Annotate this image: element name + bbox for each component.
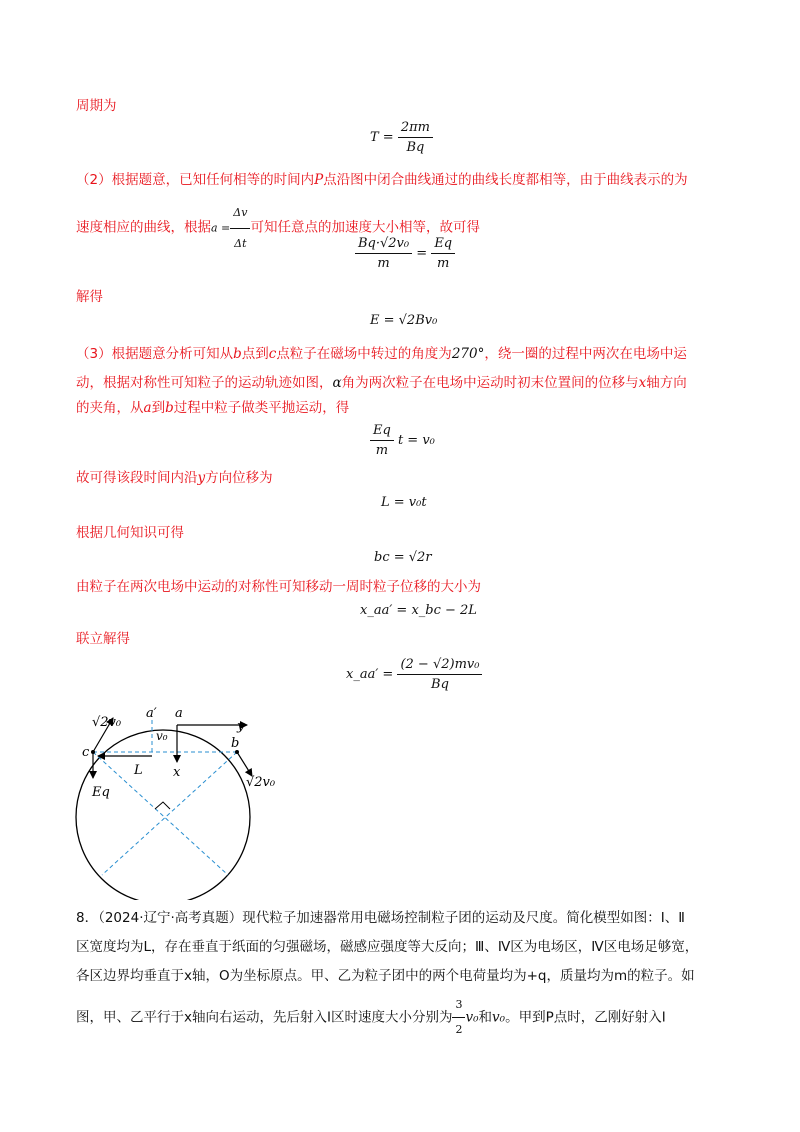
part3-line3-c: 过程中粒子做类平抛运动，得: [173, 400, 350, 416]
equation-final: [346, 657, 482, 692]
label-l: L: [134, 763, 143, 778]
point-c: [91, 750, 95, 754]
eq2-left-numerator: Bq·√2v₀: [355, 236, 412, 254]
final-denominator: Bq: [431, 677, 449, 692]
label-y: y: [237, 719, 245, 734]
part3-angle: 270°: [451, 346, 485, 362]
period-fraction-numerator: 2πm: [398, 120, 433, 138]
part3-line1: [76, 344, 687, 364]
eq2-right-numerator: Eq: [431, 236, 455, 254]
accel-numerator: Δv: [230, 200, 250, 229]
part3-line3-b: 到: [151, 400, 166, 416]
part3-line3-a: 的夹角，从: [76, 400, 144, 416]
equation-2: [355, 236, 455, 271]
equation-l: L = v₀t: [381, 495, 427, 510]
displacement-text: [76, 468, 273, 488]
problem8-line3: 各区边界均垂直于x轴，O为坐标原点。甲、乙为粒子团中的两个电荷量均为+q，质量均为m的粒子。如: [76, 968, 695, 984]
disp-text-a: 故可得该段时间内沿: [76, 470, 198, 486]
eq3-denominator: m: [375, 443, 389, 458]
label-x: x: [173, 765, 181, 780]
part3-line2-c: 轴方向: [646, 375, 687, 391]
eq2-equals: =: [416, 246, 428, 261]
label-v0: v₀: [156, 729, 168, 743]
problem8-line4-c: 。甲到P点时，乙刚好射入Ⅰ: [505, 1009, 666, 1026]
part3-var-b: b: [233, 346, 242, 362]
equation-x1: x_aa′ = x_bc − 2L: [360, 603, 477, 618]
period-fraction-denominator: Bq: [406, 140, 425, 155]
part3-var-x: x: [638, 375, 647, 391]
period-fraction: [398, 120, 433, 155]
speed-fraction: [452, 995, 465, 1040]
period-equation: [370, 120, 433, 155]
part2-text-a: （2）根据题意，已知任何相等的时间内: [76, 172, 315, 188]
part3-var-alpha: α: [332, 375, 342, 391]
label-a-prime: a′: [146, 706, 157, 721]
part3-line1-b: 点到: [241, 346, 269, 362]
eq2-left-denominator: m: [377, 256, 390, 271]
part3-line1-d: ，绕一圈的过程中两次在电场中运: [484, 346, 687, 362]
problem8-line4-a: 图，甲、乙平行于x轴向右运动，先后射入Ⅰ区时速度大小分别为: [76, 1009, 453, 1026]
part3-line1-a: （3）根据题意分析可知从: [76, 346, 234, 362]
speed-v0-a: v₀: [465, 1009, 479, 1026]
accel-formula: [211, 200, 250, 257]
part2-line2-a: 速度相应的曲线，根据: [76, 219, 211, 236]
part2-line1: [76, 170, 688, 190]
final-numerator: (2 − √2)mv₀: [397, 657, 482, 675]
part3-line1-c: 点粒子在磁场中转过的角度为: [276, 346, 452, 362]
eq2-left-fraction: [355, 236, 412, 271]
part3-line2: [76, 373, 687, 393]
eq2-right-denominator: m: [437, 256, 450, 271]
geometry-text: 根据几何知识可得: [76, 525, 184, 541]
speed-fraction-numerator: 3: [452, 995, 465, 1018]
eq2-right-fraction: [431, 236, 455, 271]
problem8-line2: 区宽度均为L，存在垂直于纸面的匀强磁场，磁感应强度等大反向；Ⅲ、Ⅳ区为电场区，Ⅳ区电场足够宽，: [76, 939, 699, 955]
joint-solve-text: 联立解得: [76, 631, 130, 647]
equation-e: E = √2Bv₀: [370, 313, 438, 328]
part3-var-a: a: [143, 400, 152, 416]
problem8-line4: [76, 995, 666, 1040]
eq3-fraction: [370, 423, 394, 458]
label-c: c: [82, 745, 90, 760]
trajectory-diagram: [60, 700, 310, 900]
part3-line2-b: 角为两次粒子在电场中运动时初末位置间的位移与: [341, 375, 639, 391]
velocity-arrow-b: [237, 752, 252, 776]
label-eq: Eq: [92, 785, 110, 800]
part3-var-b2: b: [165, 400, 174, 416]
label-b: b: [231, 736, 240, 751]
label-v-sqrt2-left: √2v₀: [92, 715, 122, 730]
problem8-line1: 8．（2024·辽宁·高考真题）现代粒子加速器常用电磁场控制粒子团的运动及尺度。简化模型如图：Ⅰ、Ⅱ: [76, 910, 685, 926]
part2-var-p: P: [314, 172, 324, 188]
part3-var-c: c: [268, 346, 277, 362]
part3-line3: [76, 398, 349, 418]
accel-denominator: Δt: [234, 237, 247, 250]
problem8-line4-b: 和: [478, 1009, 493, 1026]
speed-fraction-denominator: 2: [455, 1023, 463, 1036]
disp-text-b: 方向位移为: [205, 470, 273, 486]
eq3-rest: t = v₀: [397, 433, 435, 448]
period-eq-lhs: T =: [370, 130, 394, 145]
symmetry-text: 由粒子在两次电场中运动的对称性可知移动一周时粒子位移的大小为: [76, 579, 481, 595]
label-v-sqrt2-right: √2v₀: [246, 775, 276, 790]
equation-3: [370, 423, 435, 458]
accel-lhs: a =: [211, 221, 231, 235]
diagonal-1: [93, 752, 228, 875]
label-a: a: [175, 706, 183, 721]
final-eq-lhs: x_aa′ =: [346, 667, 394, 682]
part2-line2-b: 可知任意点的加速度大小相等，故可得: [250, 219, 480, 236]
diagonal-2: [102, 752, 237, 875]
eq3-numerator: Eq: [370, 423, 394, 441]
right-angle-mark: [155, 802, 170, 809]
solve-label-1: 解得: [76, 289, 103, 305]
part3-line2-a: 动，根据对称性可知粒子的运动轨迹如图，: [76, 375, 333, 391]
disp-var-y: y: [197, 470, 206, 486]
speed-v0-b: v₀: [492, 1009, 506, 1026]
period-heading: 周期为: [76, 98, 117, 114]
accel-fraction: [230, 200, 250, 257]
equation-bc: bc = √2r: [374, 550, 432, 565]
final-fraction: [397, 657, 482, 692]
part2-text-b: 点沿图中闭合曲线通过的曲线长度都相等，由于曲线表示的为: [323, 172, 688, 188]
